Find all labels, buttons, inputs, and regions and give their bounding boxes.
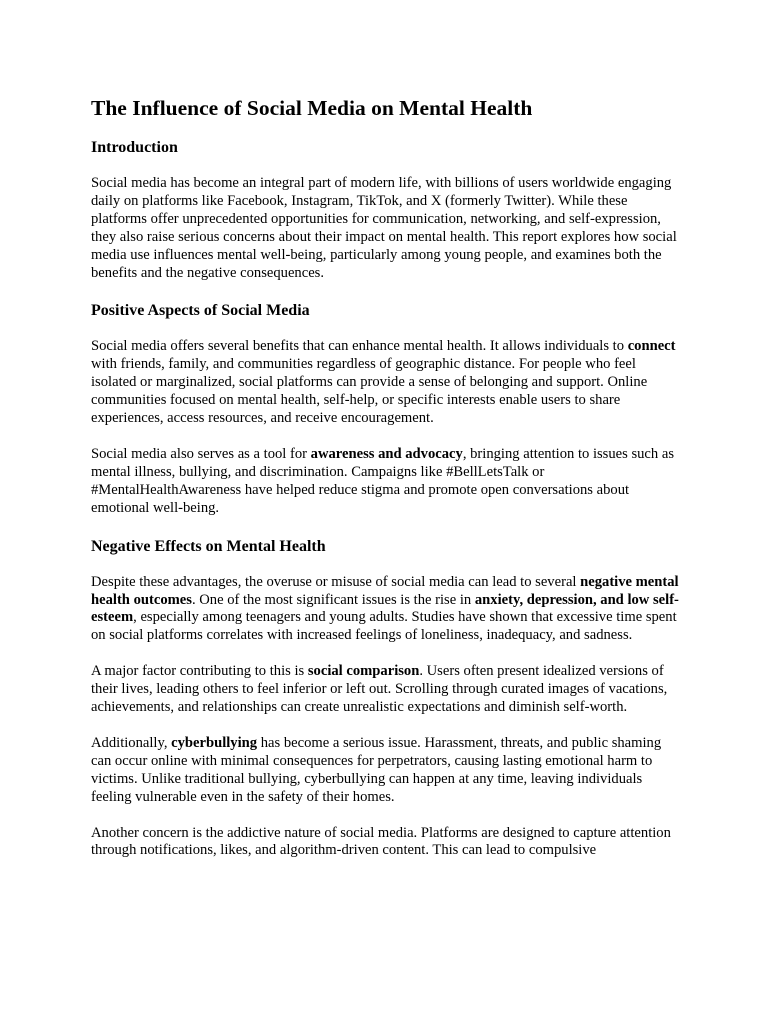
document-title: The Influence of Social Media on Mental Health [91,96,533,120]
text-run: Social media also serves as a tool for [91,445,311,462]
text-run: Despite these advantages, the overuse or misuse of social media can lead to several [91,573,581,590]
paragraph-addiction: Another concern is the addictive nature of social media. Platforms are designed to capture attention through notifications, likes, and algorithm-driven content. This can lead to compulsive [91,824,671,859]
paragraph-positive-connect [91,338,681,428]
section-heading-positive-aspects: Positive Aspects of Social Media [91,302,310,320]
text-run: Additionally, [91,734,172,751]
bold-term-anxiety: anxiety, depression, and low self-esteem [91,591,679,626]
bold-term-social-comparison: social comparison [307,663,420,680]
bold-term-connect: connect [627,338,676,355]
text-run: . Users often present idealized versions of their lives, leading others to feel inferior or left out. Scrolling through curated images of vacations, achievements, and relationships can create unrealistic expectations and diminish self-worth. [91,663,668,716]
bold-term-awareness: awareness and advocacy [310,445,463,462]
text-run: . One of the most significant issues is the rise in [191,591,475,608]
text-run: with friends, family, and communities regardless of geographic distance. For people who feel isolated or marginalized, social platforms can provide a sense of belonging and support. Online communities focused on mental health, self-help, or specific interests enable users to share experiences, access resources, and receive encouragement. [91,356,648,427]
text-run: has become a serious issue. Harassment, threats, and public shaming can occur online with minimal consequences for perpetrators, causing lasting emotional harm to victims. Unlike traditional bullying, cyberbullying can happen at any time, leaving individuals feeling vulnerable even in the safety of their homes. [91,734,662,805]
bold-term-cyberbullying: cyberbullying [171,734,258,751]
paragraph-introduction: Social media has become an integral part of modern life, with billions of users worldwide engaging daily on platforms like Facebook, Instagram, TikTok, and X (formerly Twitter). While these platforms offer unprecedented opportunities for communication, networking, and self-expression, they also raise serious concerns about their impact on mental health. This report explores how social media use influences mental well-being, particularly among young people, and examines both the benefits and the negative consequences. [91,175,677,281]
text-run: , especially among teenagers and young adults. Studies have shown that excessive time spent on social platforms correlates with increased feelings of loneliness, inadequacy, and sadness. [91,609,677,644]
paragraph-social-comparison [91,663,681,717]
paragraph-negative-outcomes [91,574,681,646]
paragraph-positive-advocacy [91,446,681,518]
paragraph-cyberbullying [91,735,681,807]
text-run: , bringing attention to issues such as mental illness, bullying, and discrimination. Campaigns like #BellLetsTalk or #MentalHealthAwareness have helped reduce stigma and promote open conversations about emotional well-being. [91,445,675,516]
document-page [91,94,681,860]
section-heading-negative-effects: Negative Effects on Mental Health [91,537,326,555]
text-run: A major factor contributing to this is [91,663,308,680]
text-run: Social media offers several benefits that can enhance mental health. It allows individuals to [91,338,628,355]
section-heading-introduction: Introduction [91,139,178,156]
bold-term-negative-outcomes: negative mental health outcomes [91,573,679,608]
